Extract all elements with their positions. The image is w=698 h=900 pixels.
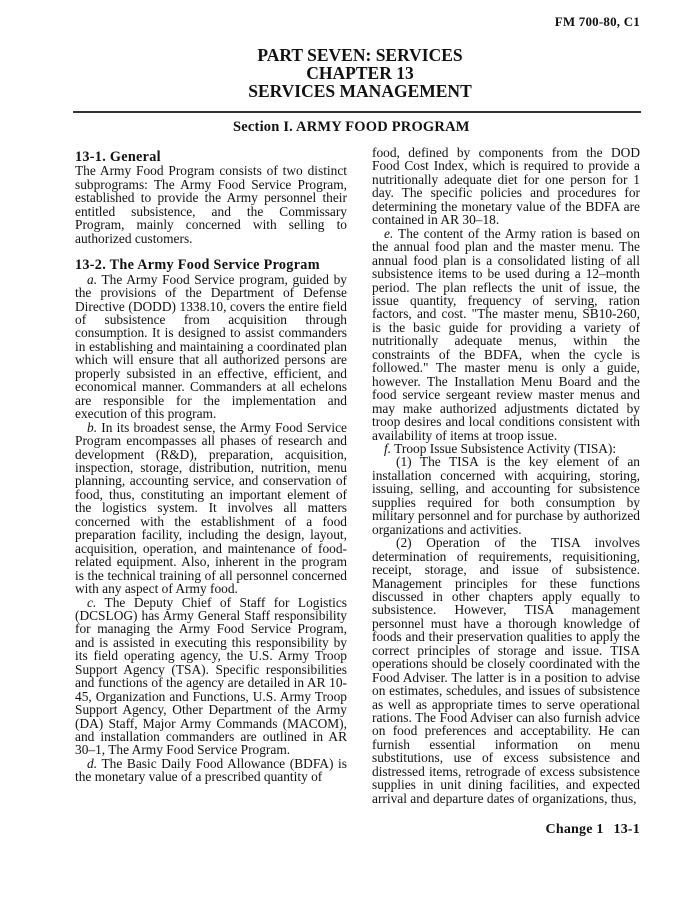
label-c: c. [87,594,97,610]
label-d: d. [87,755,98,771]
header-divider [73,111,641,113]
text-b: In its broadest sense, the Army Food Service Program encompasses all phases of research and development (R&D), preparation, acquisition, inspection, storage, distribution, nutrition, menu planning, accounting service, and conservation of food, thus, constituting an important element of the logistics system. It involves all matters concerned with the establishment of a food preparation facility, including the design, layout, acquisition, operation, and maintenance of food-related equipment. Also, inherent in the program is the technical training of all personnel concerned with any aspect of Army food. [75,419,347,597]
paragraph-13-2-d [75,757,347,784]
text-d: The Basic Daily Food Allowance (BDFA) is the monetary value of a prescribed quantity of [75,755,347,785]
paragraph-13-2-c [75,596,347,757]
text-a: The Army Food Service program, guided by the provisions of the Department of Defense Directive (DODD) 1338.10, covers the entire field of subsistence from acquisition through consumption. It is designed to assist commanders in establishing and maintaining a coordinated plan which will ensure that all authorized persons are properly subsisted in an effective, efficient, and economical manner. Commanders at all echelons are responsible for the implementation and execution of this program. [75,271,347,422]
heading-13-2: 13-2. The Army Food Service Program [75,257,320,274]
label-f: f. [384,440,392,456]
part-title: PART SEVEN: SERVICES [257,45,463,65]
paragraph-13-2-f-2: (2) Operation of the TISA involves determination of requirements, requisitioning, receipt, storage, and issue of subsistence. Management principles for these functions discussed in other chapters apply equally to subsistence. However, TISA management personnel must have a thorough knowledge of foods and their preservation qualities to apply the correct principles of storage and issue. TISA operations should be closely coordinated with the Food Adviser. The latter is in a position to advise on estimates, schedules, and issues of subsistence as well as appropriate times to serve operational rations. The Food Adviser can also furnish advice on food preferences and acceptability. He can furnish essential information on menu substitutions, use of excess subsistence and distressed items, retrograde of excess subsistence supplies in unit dining facilities, and expected arrival and departure dates of organizations, thus, [372,535,640,806]
section-title: Section I. ARMY FOOD PROGRAM [233,119,470,135]
page-number: 13-1 [613,822,640,837]
change-label: Change 1 [545,822,604,837]
text-e: The content of the Army ration is based on the annual food plan and the master menu. The annual food plan is a consolidated listing of all subsistence items to be used during a 12–month period. The plan reflects the unit of issue, the issue quantity, frequency of serving, ration factors, and cost. "The master menu, SB10-260, is the basic guide for providing a variety of nutritionally adequate menus, within the constraints of the BDFA, when the cycle is followed." The master menu is only a guide, however. The Installation Menu Board and the food service sergeant review master menus and may make authorized adjustments dictated by troop desires and local conditions consistent with availability of items at troop issue. [372,225,640,443]
page-footer [546,822,640,838]
label-e: e. [384,225,394,241]
paragraph-13-2-f [372,442,640,455]
paragraph-13-2-e [372,227,640,442]
heading-13-1: 13-1. General [75,149,161,165]
chapter-title: SERVICES MANAGEMENT [248,81,472,101]
paragraph-13-2-b [75,421,347,596]
left-column [75,146,347,784]
label-a: a. [87,271,98,287]
chapter-title-block [200,46,520,100]
document-id-header: FM 700-80, C1 [554,14,640,29]
paragraph-13-1-body: The Army Food Program consists of two distinct subprograms: The Army Food Service Program, established to provide the Army personnel their entitled subsistence, and the Commissary Program, mainly concerned with selling to authorized customers. [75,163,347,246]
paragraph-13-2-d-continued: food, defined by components from the DOD Food Cost Index, which is required to provide a nutritionally adequate diet for one person for 1 day. The specific policies and procedures for determining the monetary value of the BDFA are contained in AR 30–18. [372,145,640,228]
text-c: The Deputy Chief of Staff for Logistics (DCSLOG) has Army General Staff responsibility for managing the Army Food Service Program, and is assisted in executing this responsibility by its field operating agency, the U.S. Army Troop Support Agency (TSA). Specific responsibilities and functions of the agency are detailed in AR 10-45, Organization and Functions, U.S. Army Troop Support Agency, Other Department of the Army (DA) Staff, Major Army Commands (MACOM), and installation commanders are outlined in AR 30–1, The Army Food Service Program. [75,594,347,758]
label-b: b. [87,419,98,435]
right-column [372,146,640,805]
paragraph-13-2-f-1: (1) The TISA is the key element of an installation concerned with acquiring, storing, issuing, selling, and accounting for subsistence supplies required for both consumption by military personnel and for purchase by authorized organizations and activities. [372,454,640,537]
paragraph-13-2-a [75,273,347,421]
text-f: Troop Issue Subsistence Activity (TISA): [391,440,617,456]
chapter-number: CHAPTER 13 [306,63,414,83]
